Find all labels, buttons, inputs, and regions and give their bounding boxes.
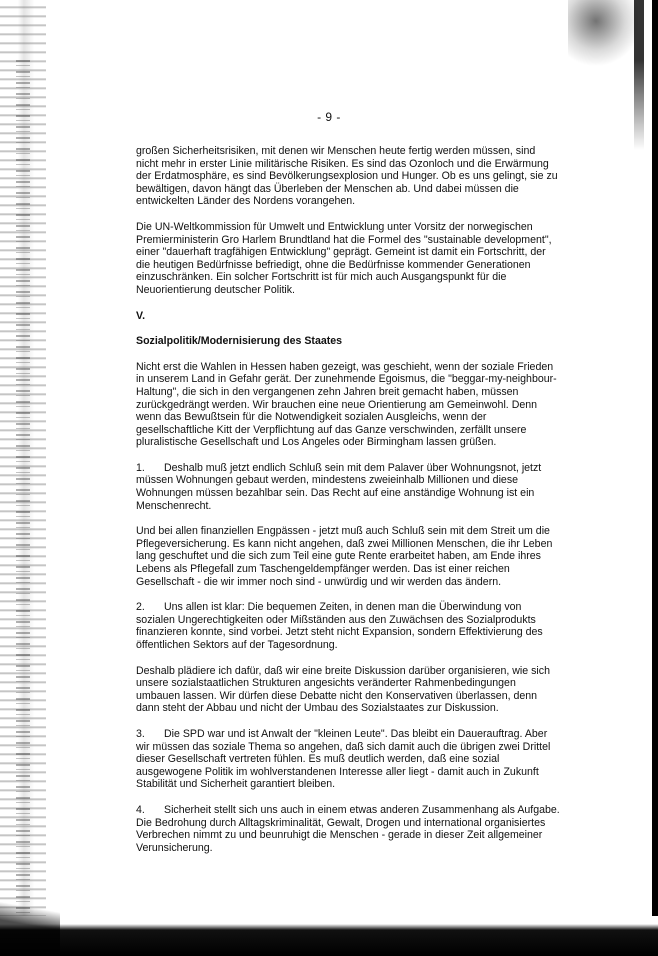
page-number: - 9 - bbox=[317, 110, 341, 124]
item-number: 2. bbox=[136, 601, 145, 614]
scan-smudge-top-right bbox=[568, 0, 638, 70]
section-title: Sozialpolitik/Modernisierung des Staates bbox=[136, 335, 343, 348]
paragraph: Und bei allen finanziellen Engpässen - jetzt muß auch Schluß sein mit dem Streit um die Pflegeversicherung. Es kann nicht angehen, daß zwei Millionen Menschen, die ihr Leben lang geschuftet und die sich zum Teil eine gute Rente erarbeitet haben, am Ende ihres Lebens als Pflegefall zum Taschengeldempfänger werden. Das ist einer reichen Gesellschaft - die wir immer noch sind - unwürdig und wir werden das ändern. bbox=[136, 525, 553, 588]
numbered-paragraph bbox=[136, 462, 560, 512]
paragraph: großen Sicherheitsrisiken, mit denen wir Menschen heute fertig werden müssen, sind nicht mehr in erster Linie militärische Risiken. Es sind das Ozonloch und die Erwärmung der Erdatmosphäre, es sind Bevölkerungsexplosion und Hunger. Ob es uns gelingt, sie zu bewältigen, davon hängt das Überleben der Menschen ab. Und dabei müssen die entwickelten Länder des Nordens vorangehen. bbox=[136, 145, 558, 208]
scan-binding-edge bbox=[16, 60, 30, 920]
scan-shadow-right bbox=[652, 0, 658, 956]
document-body bbox=[136, 145, 560, 867]
scan-shadow-bottom-left bbox=[0, 876, 60, 956]
item-text: Sicherheit stellt sich uns auch in einem etwas anderen Zusammenhang als Aufgabe. Die Bedrohung durch Alltagskriminalität, Gewalt, Drogen und international organisiertes Verbrechen nimmt zu und beunruhigt die Menschen - gerade in dieser Zeit allgemeiner Verunsicherung. bbox=[136, 803, 560, 854]
item-number: 3. bbox=[136, 727, 145, 740]
item-text: Die SPD war und ist Anwalt der "kleinen Leute". Das bleibt ein Dauerauftrag. Aber wir müssen das soziale Thema so angehen, daß sich damit auch die übrigen zwei Drittel dieser Gesellschaft vertreten fühlen. Es muß deutlich werden, daß eine sozial ausgewogene Politik im wohlverstandenen Interesse aller liegt - damit auch in Zukunft Stabilität und Sicherheit garantiert bleiben. bbox=[136, 727, 551, 791]
numbered-paragraph bbox=[136, 728, 560, 791]
numbered-paragraph bbox=[136, 804, 560, 854]
item-text: Deshalb muß jetzt endlich Schluß sein mit dem Palaver über Wohnungsnot, jetzt müssen Wohnungen gebaut werden, mindestens zweieinhalb Millionen und diese Wohnungen müssen bezahlbar sein. Das Recht auf eine anständige Wohnung ist ein Menschenrecht. bbox=[136, 461, 542, 512]
item-text: Uns allen ist klar: Die bequemen Zeiten, in denen man die Überwindung von sozialen Ungerechtigkeiten oder Mißständen aus den Zuwächsen des Sozialprodukts finanzieren konnte, sind vorbei. Jetzt steht nicht Expansion, sondern Effektivierung des öffentlichen Sektors auf der Tagesordnung. bbox=[136, 601, 543, 651]
item-number: 1. bbox=[136, 461, 145, 474]
paragraph: Die UN-Weltkommission für Umwelt und Entwicklung unter Vorsitz der norwegischen Premierministerin Gro Harlem Brundtland hat die Formel des "sustainable development", einer "dauerhaft tragfähigen Entwicklung" geprägt. Gemeint ist damit ein Fortschritt, der die heutigen Bedürfnisse befriedigt, ohne die Bedürfnisse kommender Generationen einzuschränken. Ein solcher Fortschritt ist für mich auch Ausgangspunkt für die Neuorientierung deutscher Politik. bbox=[136, 220, 552, 296]
paragraph: Deshalb plädiere ich dafür, daß wir eine breite Diskussion darüber organisieren, wie sich unsere sozialstaatlichen Strukturen angesichts veränderter Rahmenbedingungen umbauen lassen. Wir dürfen diese Debatte nicht den Konservativen überlassen, denn dann steht der Abbau und nicht der Umbau des Sozialstaates zur Diskussion. bbox=[136, 664, 550, 715]
scan-shadow-bottom bbox=[0, 916, 658, 956]
numbered-paragraph bbox=[136, 601, 560, 651]
paragraph: Nicht erst die Wahlen in Hessen haben gezeigt, was geschieht, wenn der soziale Frieden in unserem Land in Gefahr gerät. Der zunehmende Egoismus, die "beggar-my-neighbour-Haltung", die sich in den vergangenen zehn Jahren breit gemacht haben, müssen zurückgedrängt werden. Wir brauchen eine neue Orientierung am Gemeinwohl. Denn wenn das Bewußtsein für die Notwendigkeit sozialen Ausgleichs, wenn der gesellschaftliche Kitt der Verpflichtung auf das Ganze verschwinden, zerfällt unsere pluralistische Gesellschaft und Los Angeles oder Birmingham lassen grüßen. bbox=[136, 360, 557, 449]
section-number: V. bbox=[136, 309, 146, 322]
item-number: 4. bbox=[136, 803, 145, 816]
